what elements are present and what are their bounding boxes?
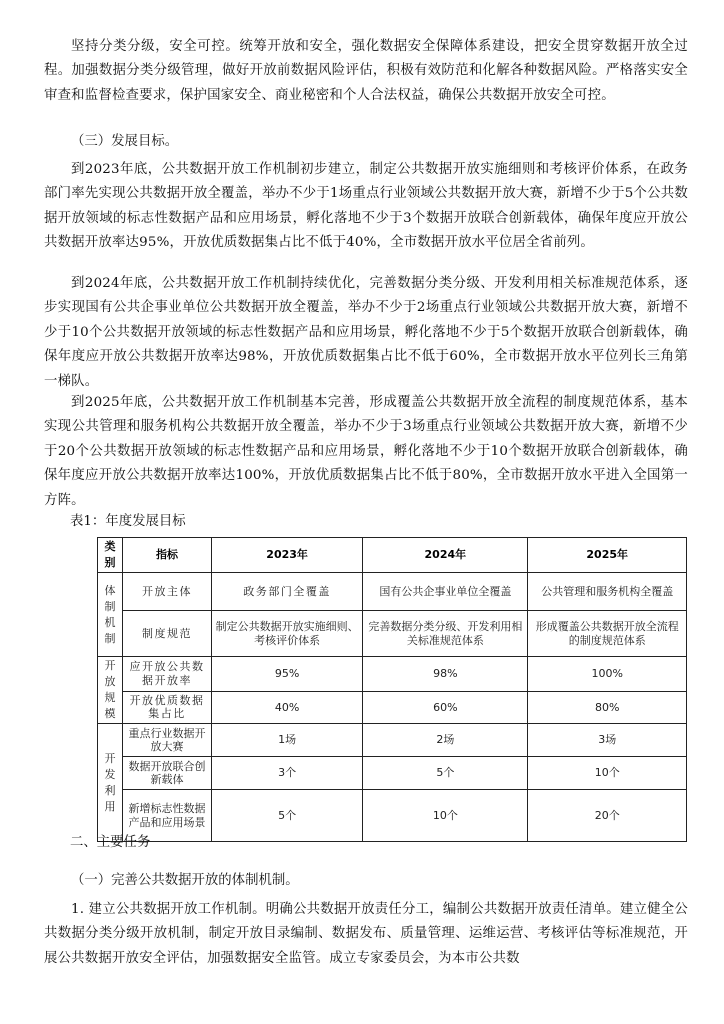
indicator-cell: 新增标志性数据产品和应用场景 [123, 790, 212, 842]
value-cell: 形成覆盖公共数据开放全流程的制度规范体系 [528, 611, 687, 657]
value-cell: 20个 [528, 790, 687, 842]
value-cell: 10个 [363, 790, 528, 842]
task-1-paragraph: 1. 建立公共数据开放工作机制。明确公共数据开放责任分工，编制公共数据开放责任清单。建立健全公共数据分类分级开放机制，制定开放目录编制、数据发布、质量管理、运维运营、考核评估等标准规范，开展公共数据开放安全评估，加强数据安全监管。成立专家委员会，为本市公共数 [44, 902, 688, 966]
value-cell: 95% [212, 657, 363, 692]
goals-heading: （三）发展目标。 [71, 134, 179, 149]
value-cell: 100% [528, 657, 687, 692]
value-cell: 5个 [363, 757, 528, 790]
table-row [98, 691, 687, 724]
table-row [98, 757, 687, 790]
value-cell: 3场 [528, 724, 687, 757]
header-indicator: 指标 [123, 538, 212, 573]
value-cell: 98% [363, 657, 528, 692]
indicator-cell: 应开放公共数据开放率 [123, 657, 212, 692]
category-cell: 体制机制 [98, 573, 123, 657]
table-row [98, 657, 687, 692]
value-cell: 1场 [212, 724, 363, 757]
category-cell: 开放规模 [98, 657, 123, 724]
task-section-heading: （一）完善公共数据开放的体制机制。 [71, 873, 299, 888]
header-2023: 2023年 [212, 538, 363, 573]
indicator-cell: 开放主体 [123, 573, 212, 611]
table-row [98, 611, 687, 657]
main-tasks-heading: 二、主要任务 [70, 835, 151, 850]
header-2024: 2024年 [363, 538, 528, 573]
goal-2023-paragraph: 到2023年底，公共数据开放工作机制初步建立，制定公共数据开放实施细则和考核评价体系，在政务部门率先实现公共数据开放全覆盖，举办不少于1场重点行业领域公共数据开放大赛，新增不少于5个公共数据开放领域的标志性数据产品和应用场景，孵化落地不少于3个数据开放联合创新载体，确保年度应开放公共数据开放率达95%，开放优质数据集占比不低于40%，全市数据开放水平位居全省前列。 [44, 162, 688, 251]
value-cell: 80% [528, 691, 687, 724]
value-cell: 国有公共企事业单位全覆盖 [363, 573, 528, 611]
annual-goals-table [97, 537, 687, 842]
value-cell: 40% [212, 691, 363, 724]
value-cell: 3个 [212, 757, 363, 790]
goal-2024-paragraph: 到2024年底，公共数据开放工作机制持续优化，完善数据分类分级、开发利用相关标准规范体系，逐步实现国有公共企事业单位公共数据开放全覆盖，举办不少于2场重点行业领域公共数据开放大赛，新增不少于10个公共数据开放领域的标志性数据产品和应用场景，孵化落地不少于5个数据开放联合创新载体，确保年度应开放公共数据开放率达98%，开放优质数据集占比不低于60%，全市数据开放水平位列长三角第一梯队。 [44, 276, 688, 389]
table-row [98, 573, 687, 611]
table-caption: 表1：年度发展目标 [70, 514, 186, 529]
header-2025: 2025年 [528, 538, 687, 573]
goal-2025-paragraph: 到2025年底，公共数据开放工作机制基本完善，形成覆盖公共数据开放全流程的制度规范体系，基本实现公共管理和服务机构公共数据开放全覆盖，举办不少于3场重点行业领域公共数据开放大赛，新增不少于20个公共数据开放领域的标志性数据产品和应用场景，孵化落地不少于10个数据开放联合创新载体，确保年度应开放公共数据开放率达100%，开放优质数据集占比不低于80%，全市数据开放水平进入全国第一方阵。 [44, 395, 688, 508]
value-cell: 10个 [528, 757, 687, 790]
table-header-row [98, 538, 687, 573]
indicator-cell: 制度规范 [123, 611, 212, 657]
indicator-cell: 重点行业数据开放大赛 [123, 724, 212, 757]
value-cell: 制定公共数据开放实施细则、考核评价体系 [212, 611, 363, 657]
indicator-cell: 开放优质数据集占比 [123, 691, 212, 724]
value-cell: 完善数据分类分级、开发利用相关标准规范体系 [363, 611, 528, 657]
category-cell: 开发利用 [98, 724, 123, 842]
value-cell: 60% [363, 691, 528, 724]
header-category: 类别 [98, 538, 123, 573]
value-cell: 公共管理和服务机构全覆盖 [528, 573, 687, 611]
value-cell: 政务部门全覆盖 [212, 573, 363, 611]
value-cell: 5个 [212, 790, 363, 842]
value-cell: 2场 [363, 724, 528, 757]
table-row [98, 724, 687, 757]
principle-paragraph: 坚持分类分级，安全可控。统筹开放和安全，强化数据安全保障体系建设，把安全贯穿数据开放全过程。加强数据分类分级管理，做好开放前数据风险评估，积极有效防范和化解各种数据风险。严格落实安全审查和监督检查要求，保护国家安全、商业秘密和个人合法权益，确保公共数据开放安全可控。 [44, 39, 688, 103]
indicator-cell: 数据开放联合创新载体 [123, 757, 212, 790]
